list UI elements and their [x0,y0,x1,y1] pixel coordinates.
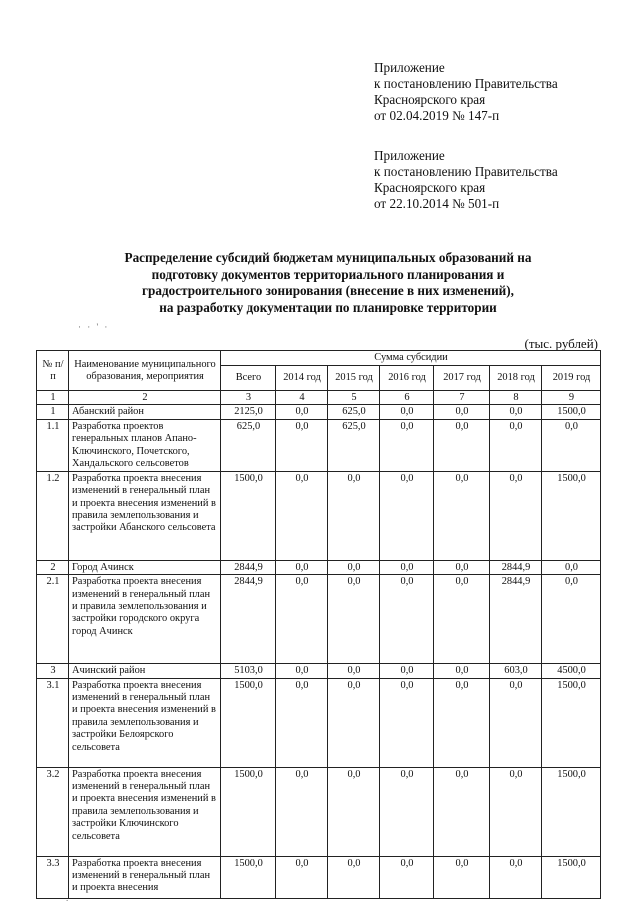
row-total: 1500,0 [221,678,276,767]
row-number: 1.2 [37,471,69,560]
row-total: 1500,0 [221,767,276,856]
row-2014: 0,0 [276,471,328,560]
row-total: 2844,9 [221,575,276,664]
column-number: 1 [37,391,69,405]
row-number: 3.1 [37,678,69,767]
header-row [37,351,601,366]
units-label: (тыс. рублей) [524,336,598,351]
table-row [37,575,601,664]
row-2016: 0,0 [380,405,434,419]
row-total: 625,0 [221,419,276,471]
row-2017: 0,0 [434,678,490,767]
scan-artifact: · · ' · [78,322,110,332]
table-row [37,471,601,560]
table-row [37,767,601,856]
column-number: 4 [276,391,328,405]
row-number: 2 [37,560,69,574]
row-name: Абанский район [69,405,221,419]
subsidy-table-wrap [36,350,601,899]
appendix-original [374,148,624,212]
row-2015: 0,0 [328,678,380,767]
row-2017: 0,0 [434,471,490,560]
table-row [37,405,601,419]
row-2018: 0,0 [490,471,542,560]
table-row [37,678,601,767]
row-2019: 0,0 [542,560,601,574]
row-2016: 0,0 [380,419,434,471]
row-2014: 0,0 [276,419,328,471]
appendix-line: от 02.04.2019 № 147-п [374,108,500,123]
appendix-line: Красноярского края [374,92,486,107]
appendix-line: Красноярского края [374,180,486,195]
row-2017: 0,0 [434,767,490,856]
row-2016: 0,0 [380,664,434,678]
row-total: 1500,0 [221,471,276,560]
appendix-line: от 22.10.2014 № 501-п [374,196,500,211]
row-2019: 1500,0 [542,856,601,898]
row-number: 2.1 [37,575,69,664]
row-name: Город Ачинск [69,560,221,574]
row-2015: 0,0 [328,856,380,898]
row-number: 3.2 [37,767,69,856]
row-2016: 0,0 [380,575,434,664]
row-2016: 0,0 [380,856,434,898]
row-2018: 2844,9 [490,575,542,664]
header-year: 2016 год [380,366,434,391]
title-line: Распределение субсидий бюджетам муниципальных образований на [124,250,532,265]
column-number: 2 [69,391,221,405]
row-2014: 0,0 [276,678,328,767]
header-total: Всего [221,366,276,391]
row-2018: 0,0 [490,678,542,767]
row-2019: 0,0 [542,419,601,471]
row-2018: 0,0 [490,856,542,898]
row-2015: 0,0 [328,664,380,678]
column-number: 9 [542,391,601,405]
appendix-current [374,60,624,124]
header-sum: Сумма субсидии [221,351,601,366]
header-year: 2017 год [434,366,490,391]
row-name: Разработка проектов генеральных планов Апано-Ключинского, Почетского, Хандальского сельсоветов [69,419,221,471]
table-row [37,856,601,898]
row-2019: 4500,0 [542,664,601,678]
header-year: 2019 год [542,366,601,391]
row-2019: 1500,0 [542,405,601,419]
row-total: 2125,0 [221,405,276,419]
row-2014: 0,0 [276,856,328,898]
row-2014: 0,0 [276,405,328,419]
row-2018: 603,0 [490,664,542,678]
row-2014: 0,0 [276,560,328,574]
row-2014: 0,0 [276,664,328,678]
title-line: на разработку документации по планировке территории [159,299,497,315]
header-name: Наименование муниципального образования, мероприятия [69,351,221,391]
row-2015: 625,0 [328,405,380,419]
header-year: 2018 год [490,366,542,391]
document-title [60,250,596,316]
row-2016: 0,0 [380,767,434,856]
row-2018: 0,0 [490,767,542,856]
row-2014: 0,0 [276,575,328,664]
row-number: 1 [37,405,69,419]
column-number: 7 [434,391,490,405]
row-2016: 0,0 [380,471,434,560]
column-number: 3 [221,391,276,405]
row-2019: 1500,0 [542,471,601,560]
row-2016: 0,0 [380,678,434,767]
row-name: Разработка проекта внесения изменений в генеральный план и проекта внесения изменений в правила землепользования и застройки Ключинского сельсовета [69,767,221,856]
row-2015: 625,0 [328,419,380,471]
row-number: 1.1 [37,419,69,471]
scan-artifact: . [66,893,69,903]
row-2018: 0,0 [490,419,542,471]
row-2017: 0,0 [434,405,490,419]
header-year: 2014 год [276,366,328,391]
row-2016: 0,0 [380,560,434,574]
title-line: градостроительного зонирования (внесение в них изменений), [142,283,514,298]
row-2019: 0,0 [542,575,601,664]
appendix-line: Приложение [374,60,445,75]
row-2017: 0,0 [434,856,490,898]
header-year: 2015 год [328,366,380,391]
row-2017: 0,0 [434,575,490,664]
column-number: 5 [328,391,380,405]
table-row [37,419,601,471]
row-name: Ачинский район [69,664,221,678]
table-row [37,664,601,678]
row-2018: 0,0 [490,405,542,419]
row-2019: 1500,0 [542,767,601,856]
appendix-line: Приложение [374,148,445,163]
row-name: Разработка проекта внесения изменений в генеральный план и правила землепользования и застройки городского округа город Ачинск [69,575,221,664]
row-2017: 0,0 [434,664,490,678]
title-line: подготовку документов территориального планирования и [151,266,505,282]
row-2014: 0,0 [276,767,328,856]
table-row [37,560,601,574]
column-number: 6 [380,391,434,405]
row-2017: 0,0 [434,560,490,574]
header-num: № п/п [37,351,69,391]
column-number: 8 [490,391,542,405]
appendix-line: к постановлению Правительства [374,164,558,179]
row-total: 2844,9 [221,560,276,574]
row-2015: 0,0 [328,575,380,664]
row-2015: 0,0 [328,560,380,574]
row-total: 5103,0 [221,664,276,678]
row-2017: 0,0 [434,419,490,471]
row-name: Разработка проекта внесения изменений в генеральный план и проекта внесения изменений в правила землепользования и застройки Белоярского сельсовета [69,678,221,767]
row-number: 3.3 [37,856,69,898]
row-number: 3 [37,664,69,678]
row-total: 1500,0 [221,856,276,898]
row-2019: 1500,0 [542,678,601,767]
column-number-row [37,391,601,405]
row-2018: 2844,9 [490,560,542,574]
row-2015: 0,0 [328,471,380,560]
row-2015: 0,0 [328,767,380,856]
subsidy-table [36,350,601,899]
row-name: Разработка проекта внесения изменений в генеральный план и проекта внесения изменений в правила землепользования и застройки Абанского сельсовета [69,471,221,560]
row-name: Разработка проекта внесения изменений в генеральный план и проекта внесения [69,856,221,898]
appendix-line: к постановлению Правительства [374,76,558,91]
